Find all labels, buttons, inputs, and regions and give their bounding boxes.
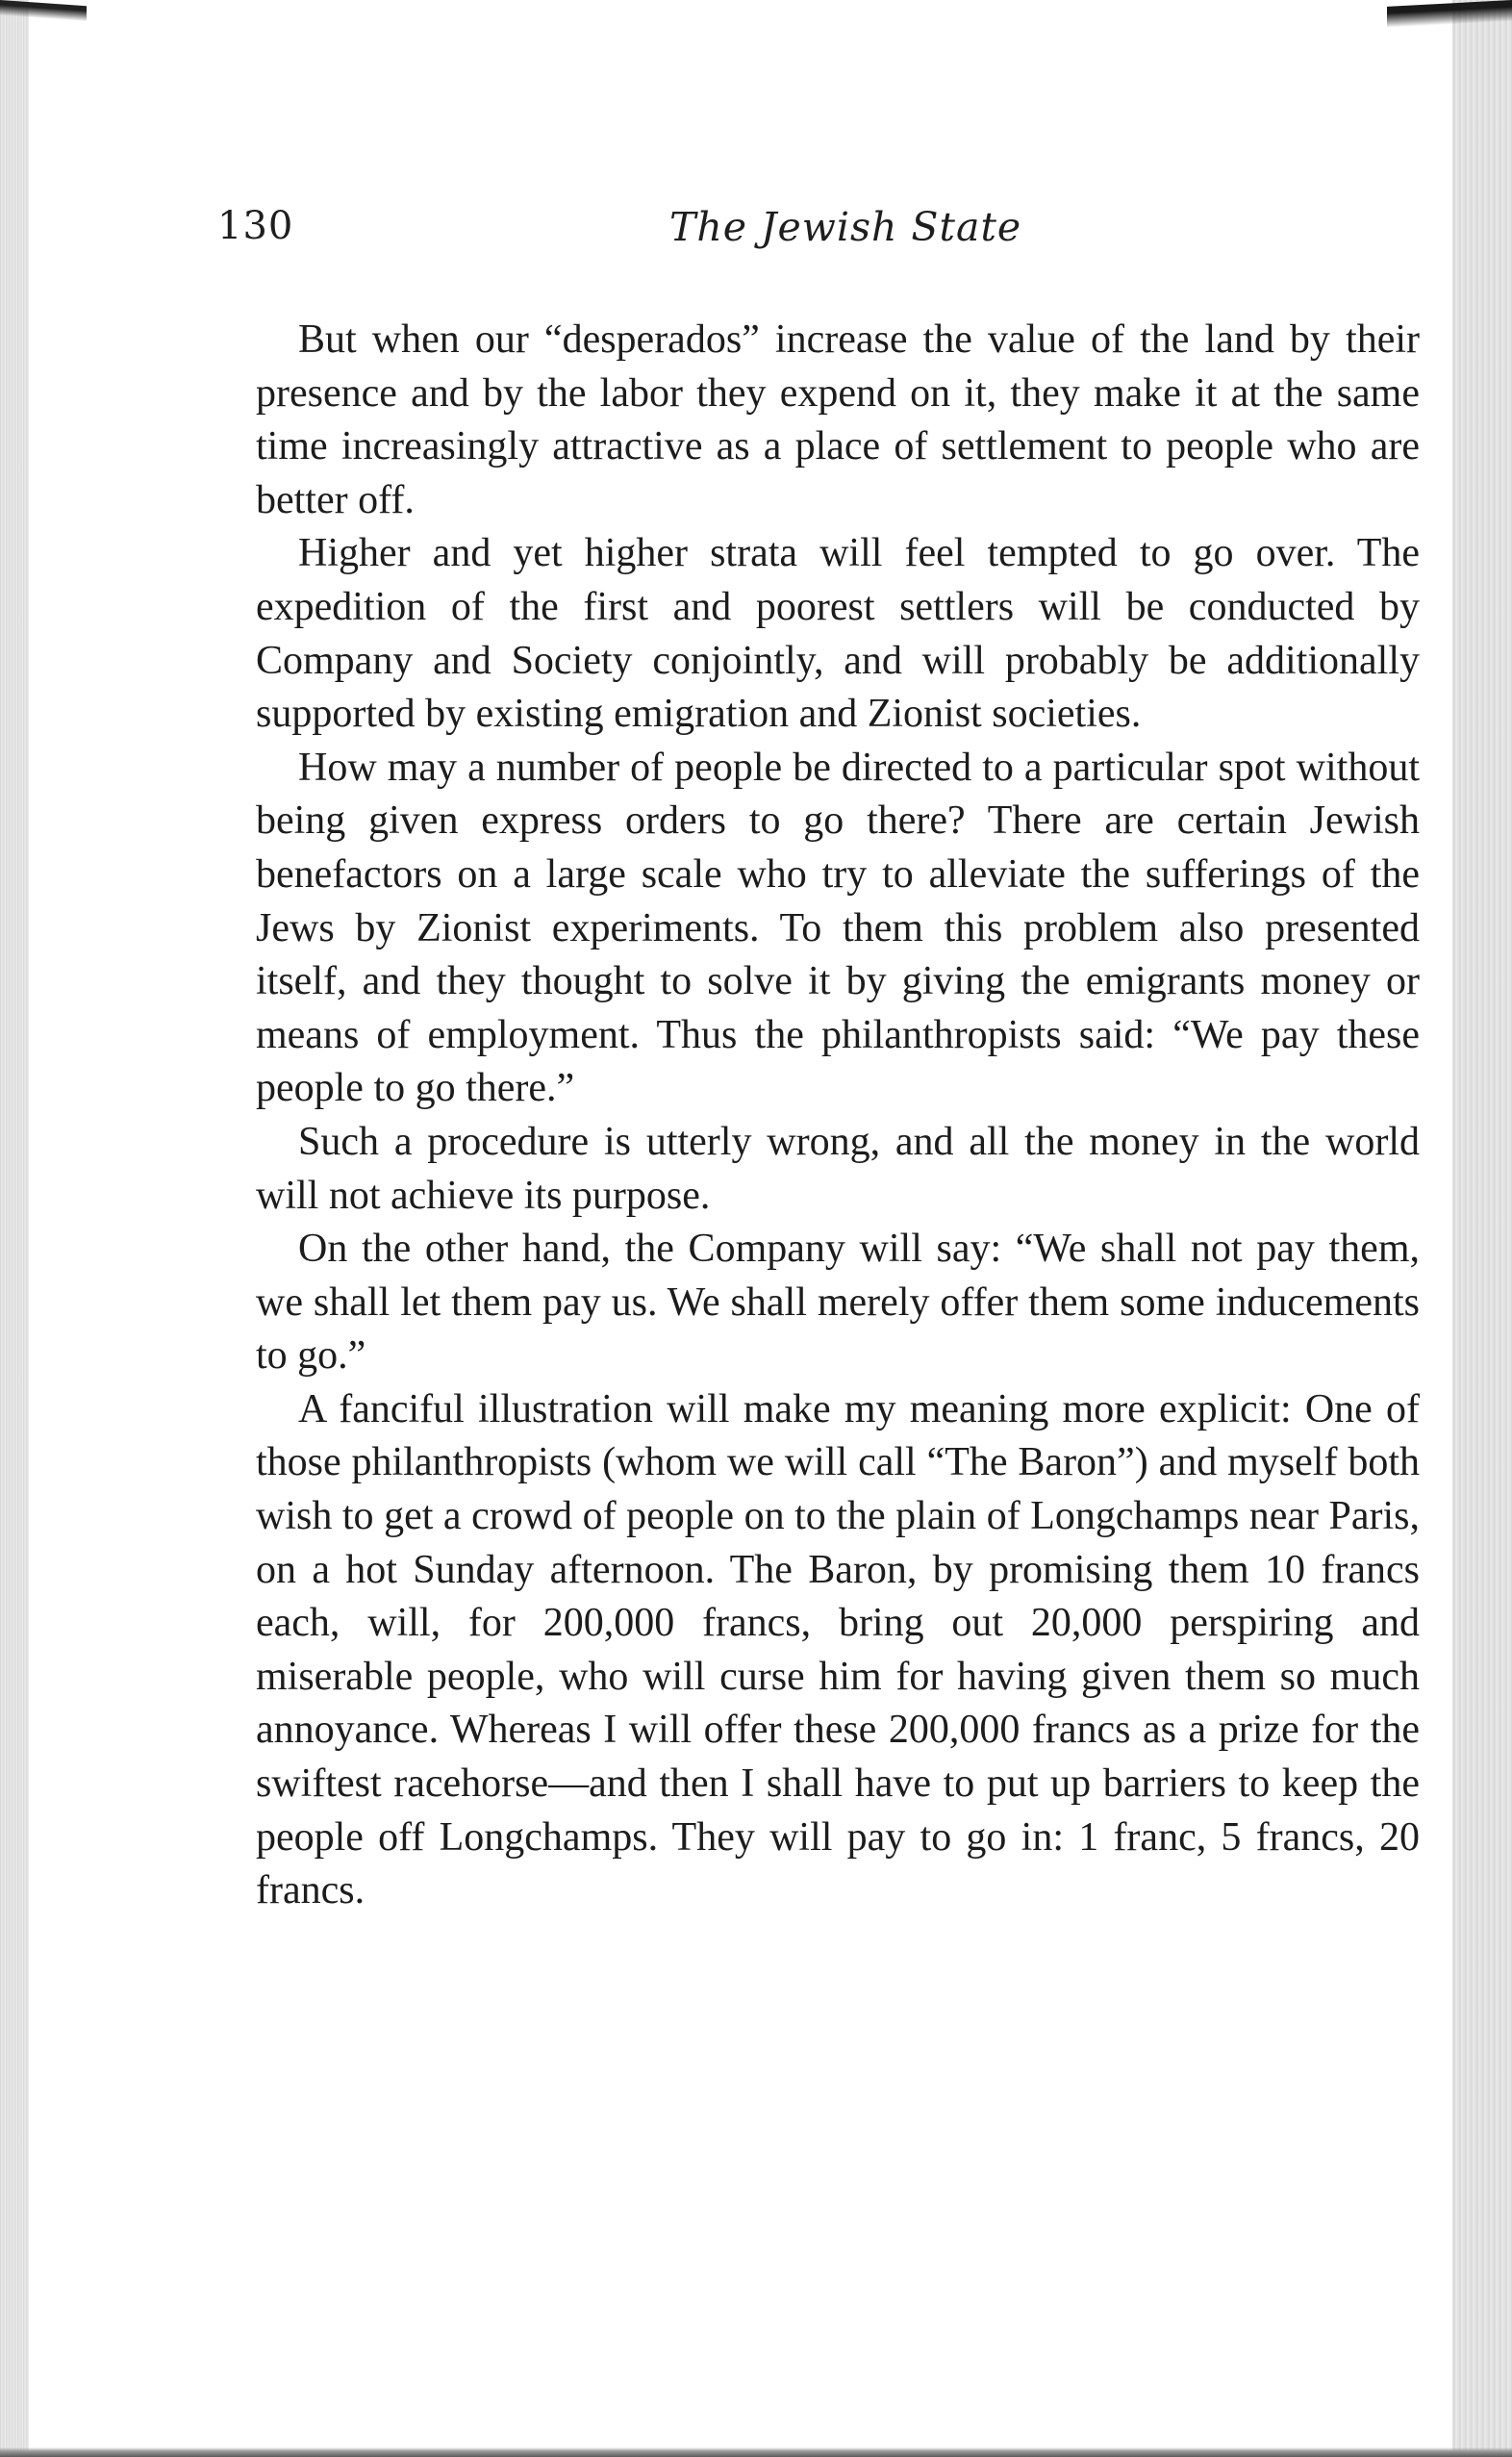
paragraph-5: On the other hand, the Company will say: “We shall not pay them, we shall let them pay us. We shall merely offer them some inducements to go.” (256, 1227, 1420, 1379)
paragraph-4: Such a procedure is utterly wrong, and all the money in the world will not achieve its purpose. (256, 1119, 1420, 1218)
body-text (256, 314, 1420, 1918)
running-head (217, 204, 1420, 262)
paragraph-2: Higher and yet higher strata will feel tempted to go over. The expedition of the first and poorest settlers will be conducted by Company and Society conjointly, and will probably be additionally supported by existing emigration and Zionist societies. (256, 531, 1420, 737)
paragraph-6: A fanciful illustration will make my meaning more explicit: One of those philanthropists (whom we will call “The Baron”) and myself both wish to get a crowd of people on to the plain of Longchamps near Paris, on a hot Sunday afternoon. The Baron, by promising them 10 francs each, will, for 200,000 francs, bring out 20,000 perspiring and miserable people, who will curse him for having given them so much annoyance. Whereas I will offer these 200,000 francs as a prize for the swiftest racehorse—and then I shall have to put up barriers to keep the people off Longchamps. They will pay to go in: 1 franc, 5 francs, 20 francs. (256, 1386, 1420, 1913)
paragraph-3: How may a number of people be directed to a particular spot without being given express orders to go there? There are certain Jewish benefactors on a large scale who try to alleviate the sufferings of the Jews by Zionist experiments. To them this problem also presented itself, and they thought to solve it by giving the emigrants money or means of employment. Thus the philanthropists said: “We pay these people to go there.” (256, 745, 1420, 1111)
book-title: The Jewish State (669, 204, 1022, 250)
scan-right-margin (1452, 0, 1512, 2457)
scan-bottom-edge (0, 2447, 1512, 2457)
paragraph-1: But when our “desperados” increase the value of the land by their presence and by the labor they expend on it, they make it at the same time increasingly attractive as a place of settlement to people who are better off. (256, 317, 1420, 522)
page-number: 130 (217, 204, 294, 248)
scan-left-margin (0, 0, 29, 2457)
